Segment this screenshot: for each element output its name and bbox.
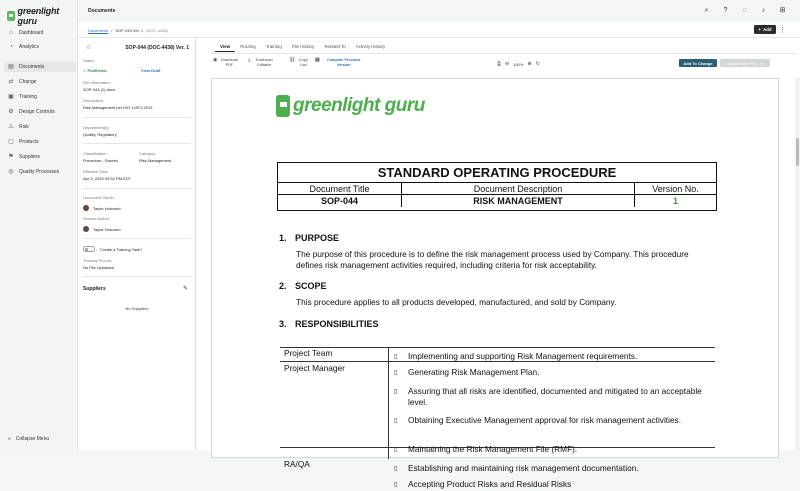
- nav-item-quality-processes[interactable]: [8, 167, 74, 177]
- section-heading: 1. PURPOSE: [279, 233, 340, 243]
- viewer-tabs: [215, 41, 390, 52]
- add-to-change-button[interactable]: Add To Change: [679, 59, 717, 67]
- change-icon: ⇄: [8, 79, 14, 85]
- nav-item-analytics[interactable]: [8, 42, 74, 52]
- nav-item-suppliers[interactable]: [8, 152, 74, 162]
- left-nav: [0, 0, 78, 450]
- suppliers-title: Suppliers: [83, 286, 106, 292]
- upload-new-file-button[interactable]: [720, 59, 770, 67]
- page-viewport[interactable]: [211, 78, 779, 489]
- greenlight-logo-icon: [7, 11, 15, 21]
- brand-logo[interactable]: [7, 6, 77, 26]
- add-button-label: Add: [762, 27, 772, 32]
- file-info-value[interactable]: SOP-044 (1).docx: [83, 87, 116, 92]
- tab-routing[interactable]: Routing: [240, 44, 256, 49]
- scrollbar-thumb[interactable]: [796, 138, 799, 166]
- divider: [83, 117, 191, 118]
- val-version: 1: [672, 196, 678, 206]
- document-logo: [276, 95, 425, 117]
- document-info-panel: [78, 38, 196, 450]
- author-name: Taylor Holcomb: [93, 226, 121, 232]
- sop-table-title: STANDARD OPERATING PROCEDURE: [278, 163, 716, 183]
- status-label: Status: [83, 58, 95, 63]
- nav-item-documents[interactable]: [4, 62, 76, 72]
- val-document-description: RISK MANAGEMENT: [402, 195, 635, 207]
- duty-item: ▯ Generating Risk Management Plan.: [394, 367, 540, 377]
- document-title: SOP-044 (DOC-4438) Ver. 1: [125, 45, 189, 51]
- nav-item-design-controls[interactable]: [8, 107, 74, 117]
- section-heading: 3. RESPONSIBILITIES: [279, 319, 379, 329]
- compare-label: Compare Previous Version: [326, 58, 361, 67]
- design-controls-icon: ⚙: [8, 109, 14, 115]
- category-value: Risk Management: [139, 158, 172, 163]
- training-icon: ▣: [8, 94, 14, 100]
- collapse-label: Collapse Menu: [15, 436, 50, 442]
- compare-previous-version-button[interactable]: [315, 58, 366, 67]
- more-options-icon[interactable]: ⋮: [779, 27, 786, 34]
- nav-item-label: Suppliers: [19, 154, 40, 160]
- dashboard-icon: ⌂: [9, 30, 13, 36]
- print-icon[interactable]: ⎙: [497, 61, 502, 67]
- duty-item: ▯ Implementing and supporting Risk Management requirements.: [394, 351, 638, 361]
- tab-view[interactable]: View: [215, 41, 235, 52]
- departments-value: Quality, Regulatory: [83, 132, 117, 137]
- zoom-in-icon[interactable]: ⊕: [527, 61, 532, 67]
- tab-related-to[interactable]: Related To: [324, 44, 346, 49]
- rotate-icon[interactable]: ↻: [535, 61, 540, 67]
- divider: [83, 143, 191, 144]
- tab-file-history[interactable]: File History: [291, 44, 315, 49]
- breadcrumb-current: SOP-044 Ver. 1: [115, 28, 144, 33]
- nav-item-label: Training: [19, 94, 37, 100]
- download-icon: ⤓: [248, 57, 251, 63]
- tabs-divider: [211, 53, 797, 54]
- analytics-icon: ◔: [9, 44, 13, 50]
- avatar: [83, 226, 89, 232]
- nav-item-label: Change: [19, 79, 37, 85]
- role-label: Project Manager: [284, 363, 345, 373]
- search-icon[interactable]: ⌕: [704, 7, 709, 14]
- category-label: Category: [139, 151, 156, 156]
- section-text: This procedure applies to all products developed, manufactured, and sold by Company.: [296, 297, 617, 307]
- tab-training[interactable]: Training: [265, 44, 282, 49]
- sop-header-table: [277, 162, 717, 211]
- description-value: Risk Management per ISO 14971:2019: [83, 105, 153, 110]
- nav-item-label: Analytics: [19, 44, 40, 50]
- nav-item-dashboard[interactable]: [8, 28, 74, 38]
- brand-name: greenlight guru: [17, 6, 60, 26]
- duty-item: ▯ Establishing and maintaining risk management documentation.: [394, 463, 639, 473]
- classification-label: Classification: [83, 151, 107, 156]
- training-task-toggle[interactable]: [83, 246, 95, 252]
- zoom-out-icon[interactable]: ⊖: [505, 61, 510, 67]
- divider: [83, 238, 191, 239]
- plus-icon: +: [758, 27, 761, 32]
- upload-new-label: Upload New File: [726, 60, 758, 66]
- edit-pencil-icon[interactable]: ✎: [182, 286, 188, 292]
- collapse-icon: «: [8, 436, 11, 442]
- download-editable-label: Download Editable: [255, 58, 273, 67]
- val-document-title: SOP-044: [278, 195, 402, 207]
- document-page: [211, 78, 779, 489]
- download-editable-button[interactable]: [248, 58, 276, 67]
- page-title: Documents: [88, 8, 116, 14]
- documents-icon: ▤: [8, 64, 14, 70]
- upload-icon: ▭: [760, 60, 764, 66]
- copy-link-label: Copy Link: [298, 58, 308, 67]
- version-author-label: Version Author: [83, 216, 110, 221]
- document-viewer: [197, 38, 800, 489]
- table-rule: [388, 347, 389, 459]
- nav-item-label: Risk: [19, 124, 29, 130]
- section-text: The purpose of this procedure is to define the risk management process used by Company. This procedure defines risk management activities required, including criteria for risk acceptability.: [296, 249, 689, 270]
- duty-item: ▯ Assuring that all risks are identified, documented and mitigated to an acceptable level.: [394, 386, 702, 407]
- nav-item-training[interactable]: [8, 92, 74, 102]
- breadcrumb-separator: /: [111, 28, 113, 33]
- greenlight-logo-icon: [276, 95, 290, 117]
- training-record-label: Training Record: [83, 258, 112, 263]
- zoom-level: 100%: [513, 61, 524, 67]
- file-info-label: File Information: [83, 80, 111, 85]
- nav-item-label: Quality Processes: [19, 169, 60, 175]
- breadcrumb-id: (DOC-4438): [146, 28, 168, 33]
- divider: [83, 188, 191, 189]
- nav-item-label: Products: [19, 139, 39, 145]
- tab-activity-history[interactable]: Activity History: [355, 44, 386, 49]
- favorite-star-icon[interactable]: ☆: [86, 45, 92, 51]
- document-owner-label: Document Owner: [83, 195, 115, 200]
- nav-item-label: Documents: [19, 64, 45, 70]
- table-rule: [280, 347, 715, 348]
- role-label: Project Team: [284, 348, 333, 358]
- departments-label: Department(s): [83, 125, 109, 130]
- download-pdf-label: Download PDF: [220, 58, 238, 67]
- copy-link-button[interactable]: [289, 58, 309, 67]
- effective-date-value: Apr 9, 2025 03:52 PM EDT: [83, 176, 132, 181]
- link-icon: ⛓: [289, 57, 296, 63]
- col-version: Version No.: [652, 184, 699, 194]
- col-document-title: Document Title: [278, 183, 402, 194]
- compare-icon: ▤: [315, 57, 320, 63]
- nav-item-risk[interactable]: [8, 122, 74, 132]
- zoom-controls: [497, 61, 540, 67]
- no-suppliers-text: No Suppliers: [125, 306, 149, 311]
- top-bar: [78, 0, 800, 22]
- role-label: RA/QA: [284, 459, 310, 469]
- quality-processes-icon: ◎: [8, 169, 14, 175]
- document-owner: [83, 205, 121, 211]
- bell-icon[interactable]: ♪: [761, 7, 766, 14]
- download-pdf-button[interactable]: [213, 58, 239, 67]
- breadcrumb-documents[interactable]: Documents: [88, 28, 109, 33]
- effective-date-label: Effective Date: [83, 169, 108, 174]
- status-published: ✓ Published: [83, 68, 107, 73]
- nav-item-products[interactable]: [8, 137, 74, 147]
- chat-icon[interactable]: ◌: [742, 7, 747, 14]
- owner-name: Taylor Holcomb: [93, 205, 121, 211]
- document-logo-text: greenlight guru: [293, 95, 425, 116]
- version-author: [83, 226, 121, 232]
- products-icon: ▢: [8, 139, 14, 145]
- suppliers-icon: ⚑: [8, 154, 14, 160]
- apps-grid-icon[interactable]: ⊞: [779, 7, 786, 14]
- avatar: [83, 205, 89, 211]
- training-record-value: No File Uploaded: [83, 265, 114, 270]
- section-heading: 2. SCOPE: [279, 281, 327, 291]
- breadcrumb: [88, 28, 168, 33]
- description-label: Description: [83, 98, 104, 103]
- view-draft-link[interactable]: View Draft: [141, 68, 161, 73]
- training-task-label: Create a Training Task?: [100, 247, 143, 252]
- duty-item: ▯ Accepting Product Risks and Residual Risks: [394, 479, 572, 489]
- help-icon[interactable]: ?: [723, 7, 728, 14]
- duty-item: ▯ Maintaining the Risk Management File (RMF).: [394, 444, 578, 454]
- download-pdf-icon: ◉: [213, 57, 218, 63]
- nav-item-label: Design Controls: [19, 109, 55, 115]
- risk-icon: ⚠: [8, 124, 14, 130]
- col-document-description: Document Description: [402, 183, 635, 194]
- scrollbar-track[interactable]: [795, 78, 800, 450]
- nav-item-label: Dashboard: [19, 30, 44, 36]
- duty-item: ▯ Obtaining Executive Management approval for risk management activities.: [394, 415, 682, 425]
- divider: [83, 276, 191, 277]
- nav-item-change[interactable]: [8, 77, 74, 87]
- classification-value: Procedure - Routed: [83, 158, 118, 163]
- breadcrumb-bar: [78, 22, 800, 38]
- collapse-menu-button[interactable]: [8, 436, 49, 442]
- add-button[interactable]: [754, 25, 776, 34]
